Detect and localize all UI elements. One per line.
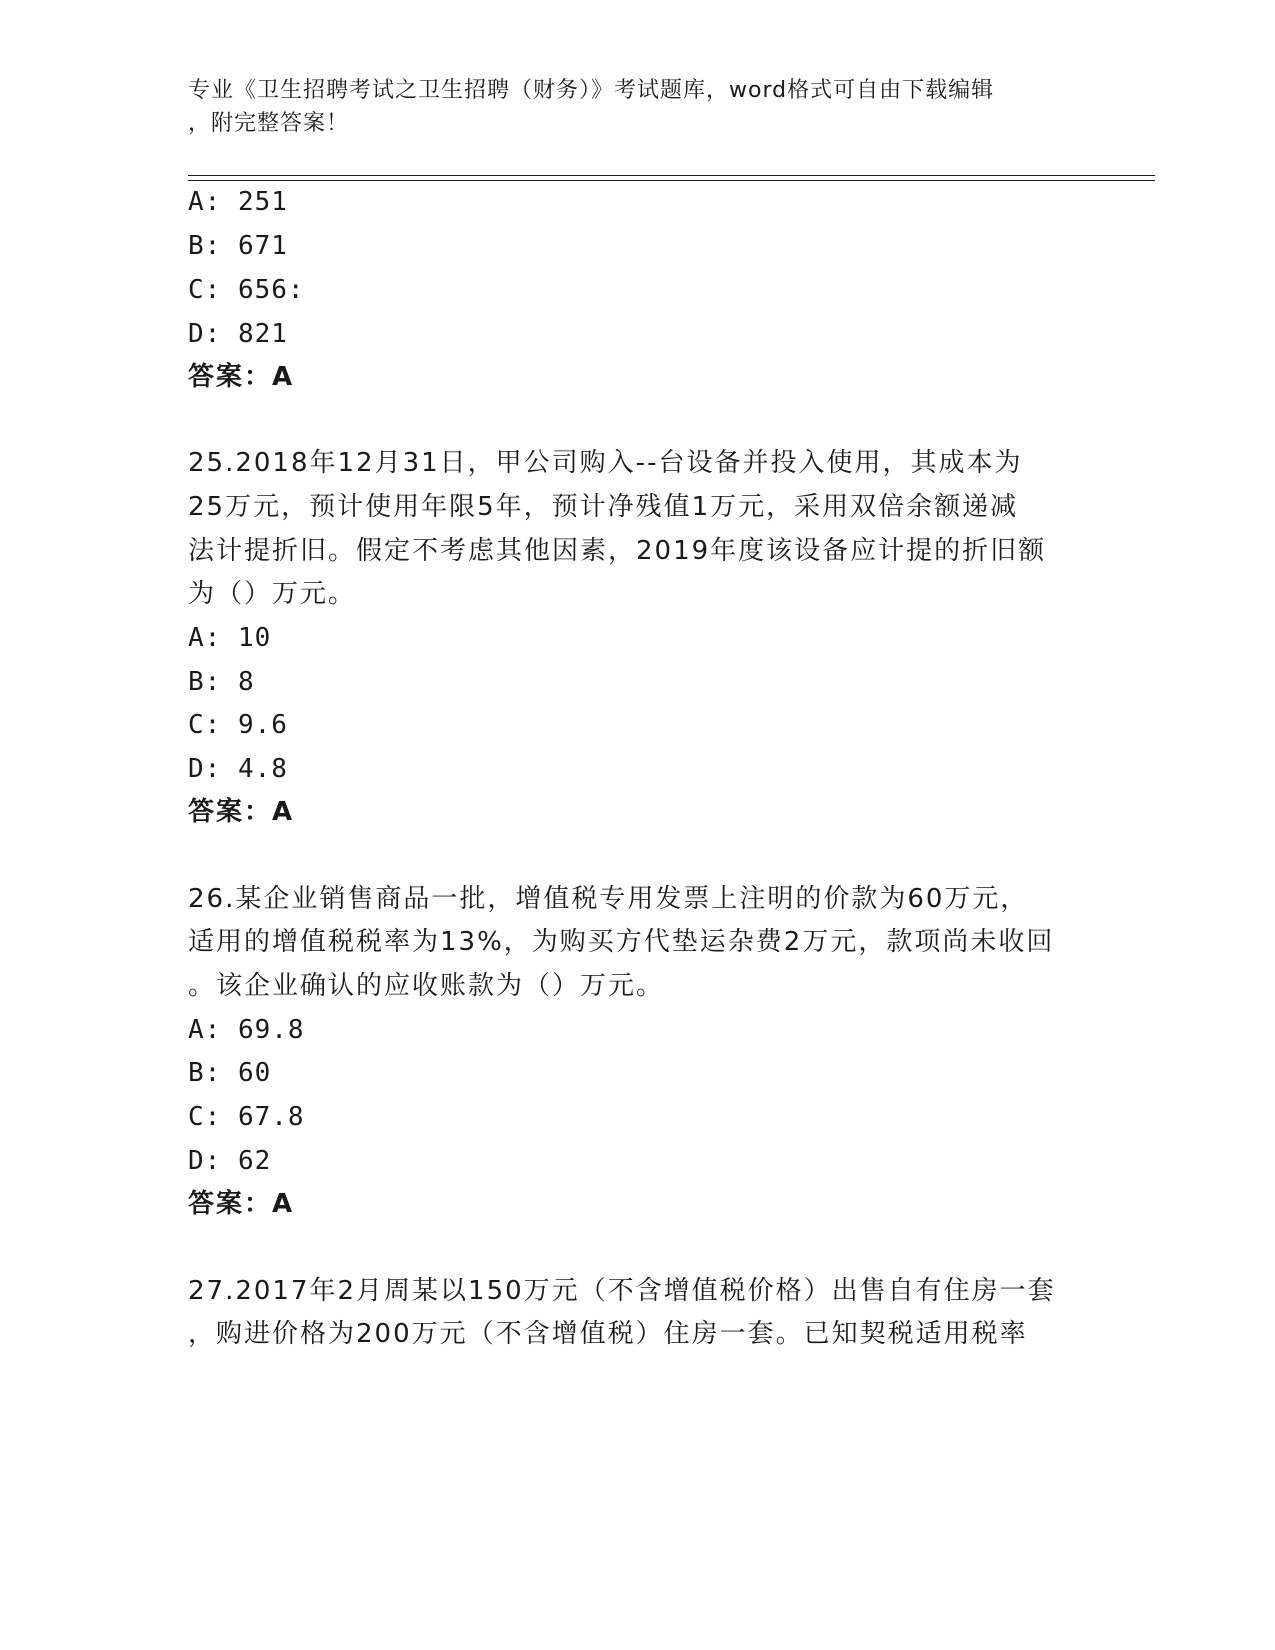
header-title-line-2: ，附完整答案！ [188,111,350,136]
option-a: A: 251 [188,187,288,217]
option-a: A: 10 [188,623,272,653]
option-c: C: 9.6 [188,710,288,740]
question-text-line: 。该企业确认的应收账款为（）万元。 [188,971,665,1001]
option-b: B: 671 [188,231,288,261]
option-b: B: 60 [188,1058,272,1088]
question-text-line: 25.2018年12月31日，甲公司购入--台设备并投入使用，其成本为 [188,448,1023,478]
question-text-line: 27.2017年2月周某以150万元（不含增值税价格）出售自有住房一套 [188,1276,1056,1306]
option-d: D: 62 [188,1146,272,1176]
header-divider-bottom [188,180,1155,181]
question-text-line: 为（）万元。 [188,579,357,609]
answer-line: 答案：A [188,797,295,827]
option-c: C: 67.8 [188,1102,305,1132]
question-text-line: ，购进价格为200万元（不含增值税）住房一套。已知契税适用税率 [188,1319,1028,1349]
question-text-line: 26.某企业销售商品一批，增值税专用发票上注明的价款为60万元， [188,884,1029,914]
option-c: C: 656: [188,275,305,305]
header-title-line-1: 专业《卫生招聘考试之卫生招聘（财务）》考试题库，word格式可自由下载编辑 [188,78,995,103]
option-a: A: 69.8 [188,1015,305,1045]
option-b: B: 8 [188,667,255,697]
option-d: D: 821 [188,319,288,349]
document-header [188,74,1088,140]
question-text-line: 25万元，预计使用年限5年，预计净残值1万元，采用双倍余额递减 [188,492,1019,522]
answer-line: 答案：A [188,362,295,392]
answer-line: 答案：A [188,1189,295,1219]
header-divider-top [188,175,1155,176]
question-text-line: 适用的增值税税率为13%，为购买方代垫运杂费2万元，款项尚未收回 [188,927,1055,957]
question-text-line: 法计提折旧。假定不考虑其他因素，2019年度该设备应计提的折旧额 [188,536,1047,566]
option-d: D: 4.8 [188,754,288,784]
